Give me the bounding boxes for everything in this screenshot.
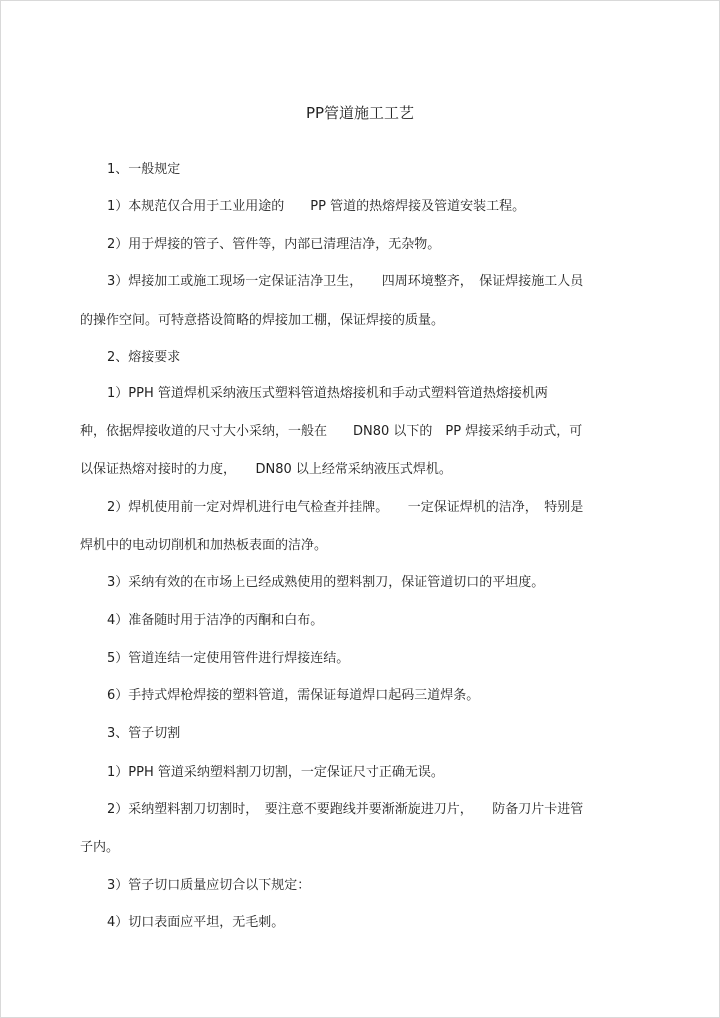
paragraph-line: 6）手持式焊枪焊接的塑料管道，需保证每道焊口起码三道焊条。 [107,688,480,703]
section-heading-2: 2、熔接要求 [107,350,181,365]
paragraph-line: 的操作空间。可特意搭设简略的焊接加工棚，保证焊接的质量。 [80,313,445,328]
paragraph-line: 2）用于焊接的管子、管件等，内部已清理洁净，无杂物。 [107,237,441,252]
paragraph-line: 2）焊机使用前一定对焊机进行电气检查并挂牌。 一定保证焊机的洁净， 特别是 [107,500,584,515]
paragraph-line: 2）采纳塑料割刀切割时， 要注意不要跑线并要渐渐旋进刀片， 防备刀片卡进管 [107,802,584,817]
document-title: PP管道施工工艺 [305,104,415,122]
paragraph-line: 种，依据焊接收道的尺寸大小采纳，一般在 DN80 以下的 PP 焊接采纳手动式，可 [80,424,583,439]
paragraph-line: 3）焊接加工或施工现场一定保证洁净卫生， 四周环境整齐， 保证焊接施工人员 [107,274,584,289]
paragraph-line: 1）PPH 管道采纳塑料割刀切割，一定保证尺寸正确无误。 [107,765,444,780]
section-heading-3: 3、管子切割 [107,726,181,741]
section-heading-1: 1、一般规定 [107,162,181,177]
paragraph-line: 3）管子切口质量应切合以下规定： [107,878,311,893]
paragraph-line: 1）PPH 管道焊机采纳液压式塑料管道热熔接机和手动式塑料管道热熔接机两 [107,386,548,401]
paragraph-line: 4）准备随时用于洁净的丙酮和白布。 [107,613,324,628]
paragraph-line: 焊机中的电动切削机和加热板表面的洁净。 [80,538,328,553]
paragraph-line: 3）采纳有效的在市场上已经成熟使用的塑料割刀，保证管道切口的平坦度。 [107,575,545,590]
paragraph-line: 以保证热熔对接时的力度， DN80 以上经常采纳液压式焊机。 [80,462,452,477]
paragraph-line: 子内。 [80,840,120,855]
paragraph-line: 5）管道连结一定使用管件进行焊接连结。 [107,651,350,666]
paragraph-line: 1）本规范仅合用于工业用途的 PP 管道的热熔焊接及管道安装工程。 [107,199,526,214]
paragraph-line: 4）切口表面应平坦，无毛刺。 [107,915,285,930]
